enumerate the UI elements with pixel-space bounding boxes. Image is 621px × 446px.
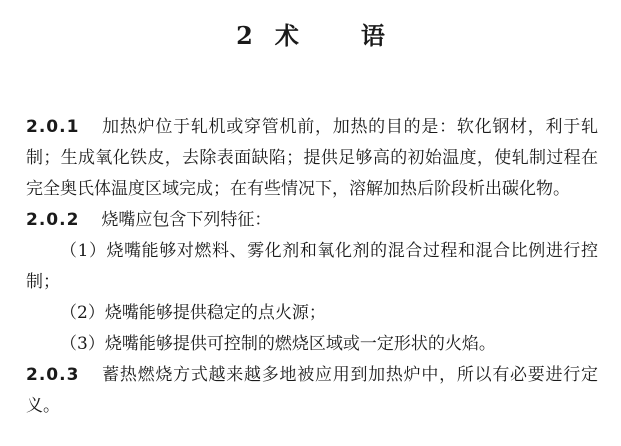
clause-text: 加热炉位于轧机或穿管机前，加热的目的是：软化钢材，利于轧制；生成氧化铁皮，去除表面缺陷；提供足够高的初始温度，使轧制过程在完全奥氏体温度区域完成；在有些情况下，溶解加热后阶段析出碳化物。 <box>26 117 598 199</box>
clause-number: 2.0.2 <box>26 210 80 230</box>
clause-text: 烧嘴应包含下列特征： <box>101 210 272 230</box>
clause-2-0-2 <box>26 205 598 236</box>
chapter-title-char-2: 语 <box>360 21 385 50</box>
chapter-title-char-1: 术 <box>274 21 299 50</box>
clause-item-3: （3）烧嘴能够提供可控制的燃烧区域或一定形状的火焰。 <box>60 334 496 354</box>
chapter-number: 2 <box>236 21 253 50</box>
clause-list <box>26 112 598 422</box>
clause-item-1: （1）烧嘴能够对燃料、雾化剂和氧化剂的混合过程和混合比例进行控制； <box>26 241 598 292</box>
clause-text: 蓄热燃烧方式越来越多地被应用到加热炉中，所以有必要进行定义。 <box>26 365 598 416</box>
clause-2-0-1 <box>26 112 598 205</box>
clause-item-2: （2）烧嘴能够提供稳定的点火源； <box>60 303 326 323</box>
clause-number: 2.0.1 <box>26 117 80 137</box>
chapter-title <box>0 16 621 51</box>
clause-number: 2.0.3 <box>26 365 80 385</box>
clause-2-0-3 <box>26 360 598 422</box>
